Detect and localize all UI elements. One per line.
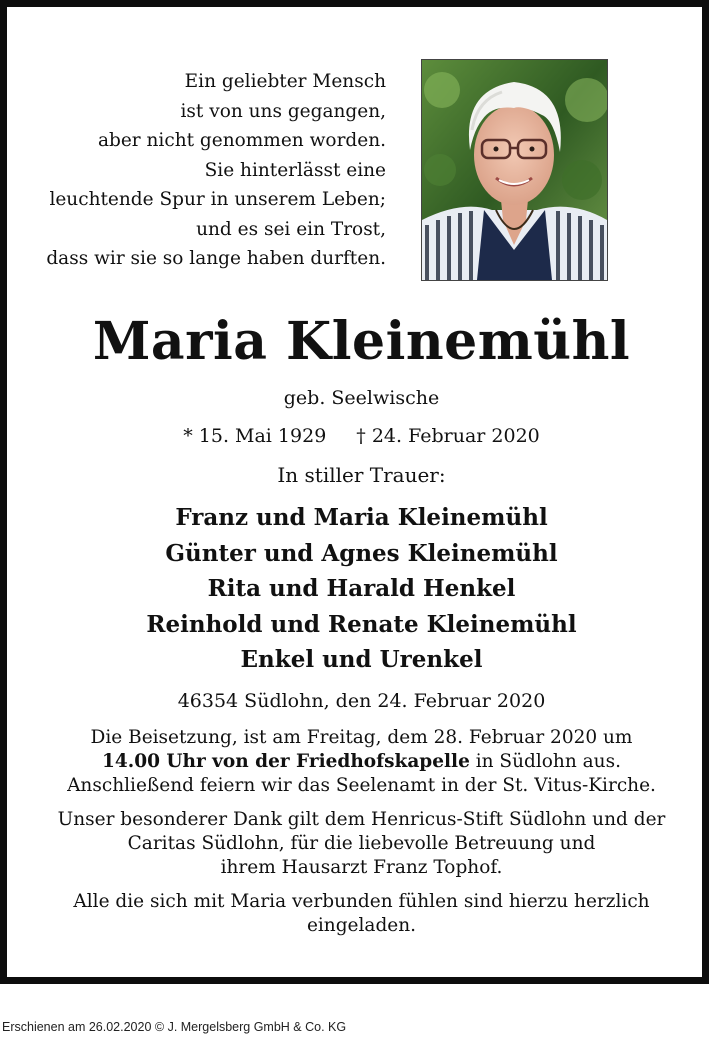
poem-line: und es sei ein Trost,	[196, 218, 386, 240]
poem-line: ist von uns gegangen,	[180, 100, 386, 122]
poem	[46, 67, 386, 274]
family-member: Reinhold und Renate Kleinemühl	[146, 610, 577, 638]
family-member: Enkel und Urenkel	[240, 646, 483, 673]
mourning-heading: In stiller Trauer:	[277, 463, 446, 487]
funeral-line	[37, 750, 686, 774]
family-list	[7, 500, 709, 678]
thanks-line: Unser besonderer Dank gilt dem Henricus-Stift Südlohn und der	[57, 809, 666, 830]
family-member: Rita und Harald Henkel	[207, 575, 516, 602]
poem-line: aber nicht genommen worden.	[97, 130, 386, 151]
poem-line: dass wir sie so lange haben durften.	[46, 248, 386, 269]
death-date: † 24. Februar 2020	[356, 425, 540, 447]
funeral-line: Anschließend feiern wir das Seelenamt in der St. Vitus-Kirche.	[67, 775, 656, 796]
birth-date: * 15. Mai 1929	[183, 425, 327, 447]
thanks-line: ihrem Hausarzt Franz Tophof.	[220, 857, 503, 878]
family-member: Franz und Maria Kleinemühl	[175, 504, 548, 531]
funeral-notice	[37, 726, 686, 798]
family-member: Günter und Agnes Kleinemühl	[165, 539, 558, 567]
publication-footer: Erschienen am 26.02.2020 © J. Mergelsberg GmbH & Co. KG	[2, 1020, 347, 1034]
maiden-name: geb. Seelwische	[283, 387, 440, 409]
portrait-photo	[421, 59, 608, 281]
invitation-line: eingeladen.	[306, 915, 417, 936]
funeral-line: Die Beisetzung, ist am Freitag, dem 28. Februar 2020 um	[90, 727, 633, 748]
life-dates	[7, 425, 709, 447]
poem-line: Sie hinterlässt eine	[204, 159, 386, 181]
invitation-notice	[37, 890, 686, 938]
funeral-location: in Südlohn aus.	[469, 751, 621, 772]
place-date: 46354 Südlohn, den 24. Februar 2020	[177, 690, 546, 712]
thanks-line: Caritas Südlohn, für die liebevolle Betreuung und	[127, 833, 596, 854]
portrait-image	[422, 60, 607, 280]
thanks-notice	[37, 808, 686, 880]
invitation-line: Alle die sich mit Maria verbunden fühlen sind hierzu herzlich	[73, 891, 650, 912]
deceased-name: Maria Kleinemühl	[92, 311, 631, 372]
poem-line: Ein geliebter Mensch	[184, 71, 386, 92]
funeral-time-place: 14.00 Uhr von der Friedhofskapelle	[102, 751, 470, 772]
poem-line: leuchtende Spur in unserem Leben;	[49, 189, 386, 210]
